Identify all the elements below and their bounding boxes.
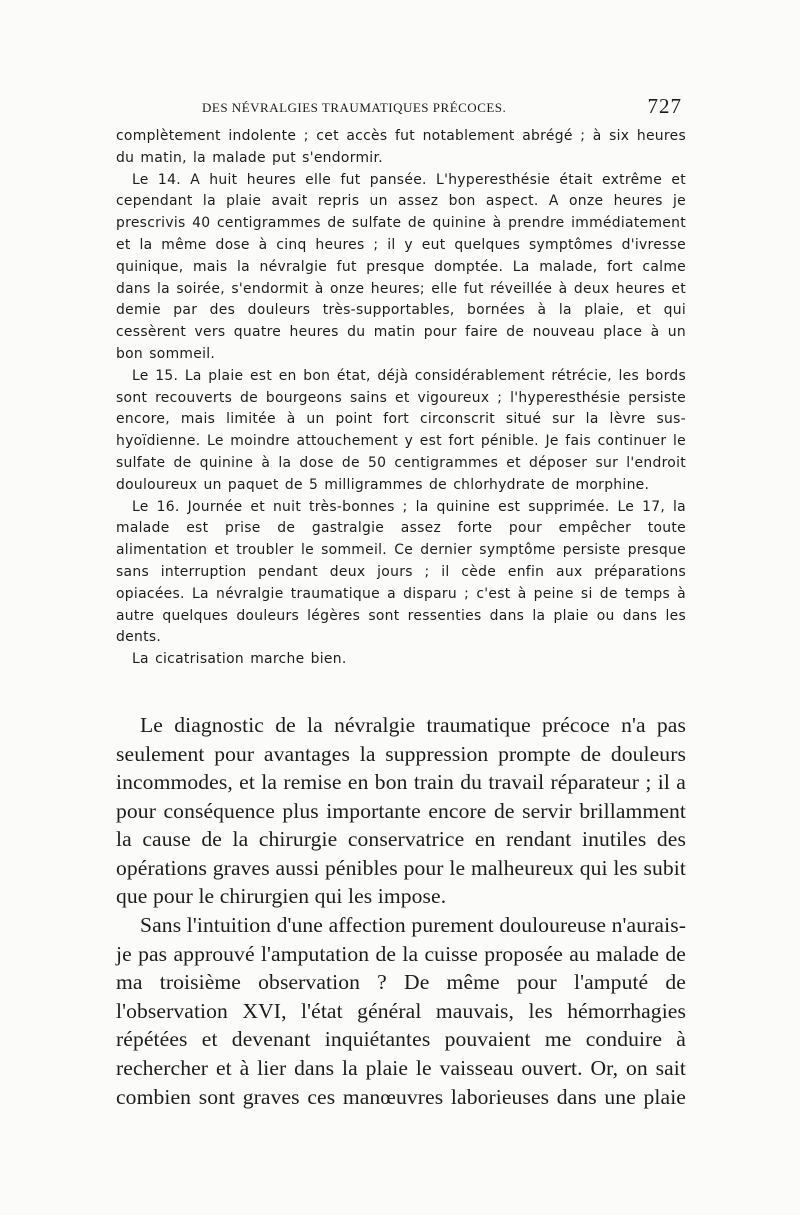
case-paragraph: Le 15. La plaie est en bon état, déjà considérablement rétrécie, les bords sont recouverts de bourgeons sains et vigoureux ; l'hyperesthésie persiste encore, mais limitée à un point fort circonscrit situé sur la lèvre sus-hyoïdienne. Le moindre attouchement y est fort pénible. Je fais continuer le sulfate de quinine à la dose de 50 centigrammes et déposer sur l'endroit douloureux un paquet de 5 milligrammes de chlorhydrate de morphine.	[116, 367, 686, 493]
running-title: DES NÉVRALGIES TRAUMATIQUES PRÉCOCES.	[202, 100, 507, 115]
body-paragraph: Le diagnostic de la névralgie traumatique précoce n'a pas seulement pour avantages la suppression prompte de douleurs incommodes, et la remise en bon train du travail réparateur ; il a pour conséquence plus importante encore de servir brillamment la cause de la chirurgie conservatrice en rendant inutiles des opérations graves aussi pénibles pour le malheureux qui les subit que pour le chirurgien qui les impose.	[116, 712, 686, 909]
running-head	[116, 92, 686, 126]
case-notes	[116, 126, 686, 671]
body-paragraph: Sans l'intuition d'une affection purement douloureuse n'aurais-je pas approuvé l'amputation de la cuisse proposée au malade de ma troisième observation ? De même pour l'amputé de l'observation XVI, l'état général mauvais, les hémorrhagies répétées et devenant inquiétantes pouvaient me conduire à rechercher et à lier dans la plaie le vaisseau ouvert. Or, on sait combien sont graves ces manœuvres laborieuses dans une plaie	[116, 913, 686, 1109]
main-text	[116, 711, 686, 1111]
case-paragraph: Le 16. Journée et nuit très-bonnes ; la quinine est supprimée. Le 17, la malade est prise de gastralgie assez forte pour empêcher toute alimentation et troubler le sommeil. Ce dernier symptôme persiste presque sans interruption pendant deux jours ; il cède enfin aux préparations opiacées. La névralgie traumatique a disparu ; c'est à peine si de temps à autre quelques douleurs légères sont ressenties dans la plaie ou dans les dents.	[116, 498, 686, 646]
case-paragraph: complètement indolente ; cet accès fut notablement abrégé ; à six heures du matin, la malade put s'endormir.	[116, 128, 686, 166]
book-page	[116, 92, 686, 1172]
page-number: 727	[647, 94, 682, 118]
case-paragraph: La cicatrisation marche bien.	[132, 651, 347, 668]
case-paragraph: Le 14. A huit heures elle fut pansée. L'hyperesthésie était extrême et cependant la plaie avait repris un assez bon aspect. A onze heures je prescrivis 40 centigrammes de sulfate de quinine à prendre immédiatement et la même dose à cinq heures ; il y eut quelques symptômes d'ivresse quinique, mais la névralgie fut presque domptée. La malade, fort calme dans la soirée, s'endormit à onze heures; elle fut réveillée à deux heures et demie par des douleurs très-supportables, bornées à la plaie, et qui cessèrent vers quatre heures du matin pour faire de nouveau place à un bon sommeil.	[116, 171, 686, 362]
